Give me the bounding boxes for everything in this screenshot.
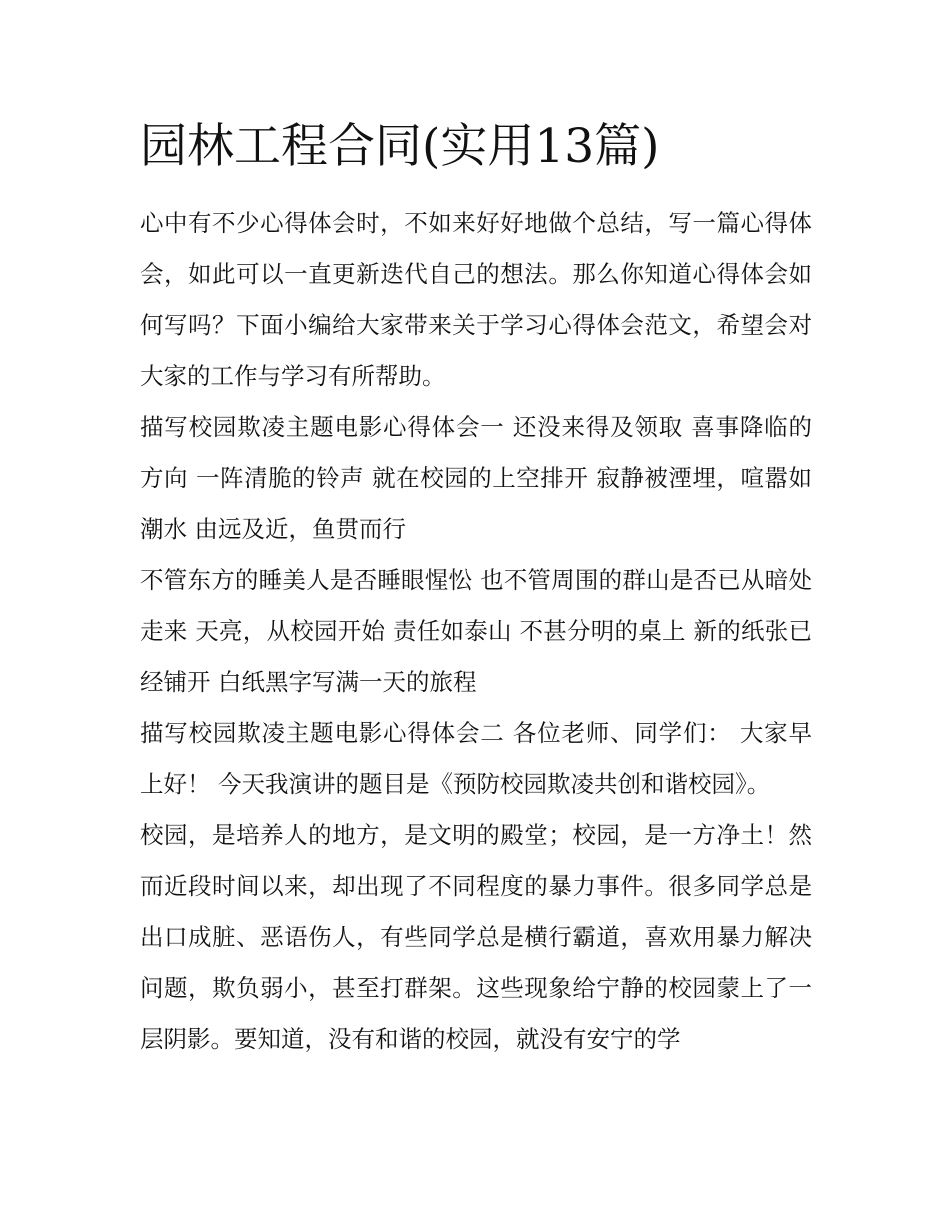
paragraph-intro: 心中有不少心得体会时，不如来好好地做个总结，写一篇心得体会，如此可以一直更新迭代自己的想法。那么你知道心得体会如何写吗？下面小编给大家带来关于学习心得体会范文，希望会对大家的工作与学习有所帮助。 [140,209,812,390]
paragraph-essay-two: 描写校园欺凌主题电影心得体会二 各位老师、同学们： 大家早上好！ 今天我演讲的题目是《预防校园欺凌共创和谐校园》。 [140,719,812,798]
paragraph-essay-one-continued: 不管东方的睡美人是否睡眼惺忪 也不管周围的群山是否已从暗处走来 天亮，从校园开始 责任如泰山 不甚分明的桌上 新的纸张已经铺开 白纸黑字写满一天的旅程 [140,566,812,696]
paragraph-essay-one: 描写校园欺凌主题电影心得体会一 还没来得及领取 喜事降临的方向 一阵清脆的铃声 就在校园的上空排开 寂静被湮埋，喧嚣如潮水 由远及近，鱼贯而行 [140,413,812,543]
document-title: 园林工程合同(实用13篇) [140,119,660,174]
document-body [140,198,812,1065]
paragraph-essay-two-body: 校园，是培养人的地方，是文明的殿堂；校园，是一方净土！然而近段时间以来，却出现了不同程度的暴力事件。很多同学总是出口成脏、恶语伤人，有些同学总是横行霸道，喜欢用暴力解决问题，欺负弱小，甚至打群架。这些现象给宁静的校园蒙上了一层阴影。要知道，没有和谐的校园，就没有安宁的学 [140,821,812,1053]
